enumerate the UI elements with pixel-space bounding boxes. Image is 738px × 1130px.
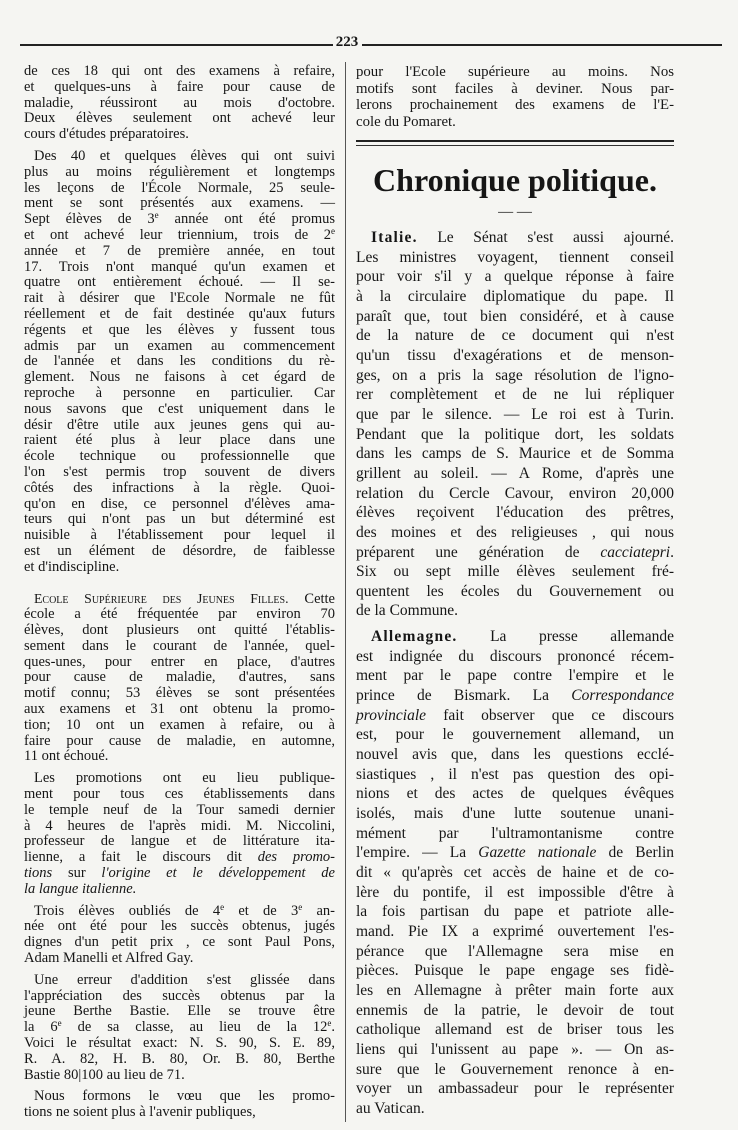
text-run: Cette (288, 590, 335, 607)
text-line (356, 686, 674, 706)
text-line: pour voir s'il y a quelque réponse à faire (356, 268, 674, 286)
text-line: mand. Pie IX a exprimé ouvertement l'es- (356, 922, 674, 940)
text-line: Bastie 80|100 au lieu de 71. (24, 1066, 185, 1083)
text-line: née ont été pour les succès obtenus, jugés (24, 918, 335, 935)
text-run: fait observer que ce discours (426, 706, 674, 724)
page-number: 223 (335, 34, 359, 50)
section-double-rule-top (356, 140, 674, 142)
text-line: qu'un tissu d'exagérations et de menson- (356, 346, 674, 364)
text-line: sement dans le courant de l'année, quel- (24, 637, 335, 654)
text-line: des moines et des religieuses , qui nous (356, 523, 674, 541)
text-line: l'on s'est permis trop souvent de divers (24, 463, 335, 480)
paragraph (24, 64, 335, 143)
text-run: préparent une génération de (356, 543, 601, 561)
text-line: à la circulaire diplomatique du pape. Il (356, 287, 674, 305)
text-line: la fois partisan du pape et patriote alle- (356, 903, 674, 921)
text-run: tions (24, 865, 53, 882)
text-line: reproche à personne en particulier. Car (24, 384, 335, 401)
text-line: catholique allemand est de briser tous les (356, 1021, 674, 1039)
text-line: nouvel avis que, dans les questions ecclé- (356, 746, 674, 764)
text-line: admis par un examen au commencement (24, 337, 335, 354)
text-line: glement. Nous ne faisons à cet égard de (24, 369, 335, 386)
text-line: que par le silence. — Le roi est à Turin. (356, 405, 674, 423)
text-line: réellement et de fait destinée qu'aux futurs (24, 305, 335, 322)
text-line: est indignée du discours prononcé récem- (356, 647, 674, 665)
text-line: régents et que les élèves y fussent tous (24, 321, 335, 338)
text-line: qu'on en dise, ce personnel d'élèves ama- (24, 495, 335, 512)
paragraph (356, 64, 674, 131)
text-line: Une erreur d'addition s'est glissée dans (34, 971, 335, 988)
header-rule-left (20, 44, 333, 46)
text-run: provinciale (356, 706, 427, 724)
text-line: lère du pontife, il est impossible d'être à (356, 883, 674, 901)
text-line (356, 843, 674, 863)
text-line: paraît que, tout bien considéré, et à cause (356, 307, 674, 325)
text-line: sure que le Gouvernement renonce à en- (356, 1060, 674, 1078)
text-line: de ces 18 qui ont des examens à refaire, (24, 63, 335, 79)
text-line: côtés des infractions à la règle. Quoi- (24, 479, 335, 496)
text-line: dit « qu'après cet accès de haine et de co- (356, 864, 674, 881)
text-line: faire pour cause de maladie, en automne, (24, 732, 335, 749)
section-lead-word: Allemagne. (371, 628, 458, 646)
text-line: année et 7 de première année, en tout (24, 242, 335, 259)
text-line: isolés, mais d'une lutte soutenue unani- (356, 805, 674, 823)
text-line: tion; 10 ont un examen à refaire, ou à (24, 716, 335, 733)
paragraph (24, 973, 335, 1084)
text-line: pour l'Ecole supérieure au moins. Nos (356, 64, 674, 80)
text-line: maladie, réussiront au mois d'octobre. (24, 94, 335, 111)
text-line: raient été plus à leur place dans une (24, 432, 335, 449)
text-run: . (670, 543, 674, 561)
text-line: pérance que l'Allemagne sera mise en (356, 942, 674, 960)
text-line: l'appréciation des succès obtenus par la (24, 987, 335, 1004)
text-line (356, 228, 674, 248)
text-line: à 4 heures de l'après midi. M. Niccolini, (24, 817, 335, 834)
text-line: jeune Berthe Bastie. Elle se trouve être (24, 1003, 335, 1020)
text-line: élèves, dont plusieurs ont quitté l'établis- (24, 622, 335, 639)
text-line: Nous formons le vœu que les promo- (34, 1088, 335, 1105)
text-line (356, 627, 674, 647)
text-line: de l'année et dans les conditions du rè- (24, 353, 335, 370)
text-line: et quelques-uns à faire pour cause de (24, 78, 335, 95)
text-line: nuisible à l'établissement pour lequel il (24, 527, 335, 544)
text-line: est un élément de désordre, de faiblesse (24, 542, 335, 559)
text-line: motifs sont faciles à deviner. Nous par- (356, 80, 674, 97)
column-divider (345, 62, 346, 1122)
text-line: ges, on a pris la sage résolution de l'igno- (356, 366, 674, 384)
section-lead-word: Italie. (371, 229, 418, 246)
text-run: Trois élèves oubliés de 4 (34, 902, 221, 919)
text-run: La presse allemande (457, 628, 674, 646)
text-run: des promo- (257, 849, 336, 866)
text-run: . (331, 1019, 335, 1036)
text-line: le temple neuf de la Tour samedi dernier (24, 801, 335, 818)
text-line (24, 228, 335, 244)
text-line: nous savons que c'est uniquement dans le (24, 400, 335, 417)
text-line: lerons prochainement des examens de l'E- (356, 97, 674, 114)
text-line: quentent les écoles du Gouvernement ou (356, 582, 674, 600)
text-line: Les ministres voyagent, tiennent conseil (356, 248, 674, 266)
text-line (24, 901, 335, 920)
text-line: les en Allemagne à prêter main forte aux (356, 981, 674, 999)
superscript-text: e (57, 1018, 62, 1029)
text-line: pour cause de maladie, d'autres, sans (24, 669, 335, 686)
text-line (24, 866, 335, 882)
paragraph (24, 771, 335, 897)
text-line: ment pour tous ces établissements dans (24, 786, 335, 803)
text-run: Gazette nationale (478, 844, 597, 862)
text-line: motif connu; 53 élèves se sont présentées (24, 685, 335, 702)
text-line: au Vatican. (356, 1099, 425, 1117)
right-column-articles (356, 228, 674, 1119)
superscript-text: e (220, 901, 225, 912)
superscript-text: e (327, 1018, 332, 1029)
text-line (24, 591, 335, 608)
text-line: Des 40 et quelques élèves qui ont suivi (34, 147, 335, 164)
text-line: siastiques , il n'est pas question des opi- (356, 765, 674, 783)
text-line (24, 882, 335, 898)
right-column-continuation (356, 64, 674, 131)
text-run: année ont été promus (158, 211, 335, 228)
text-line: cole du Pomaret. (356, 114, 456, 131)
text-line: Adam Manelli et Alfred Gay. (24, 950, 194, 967)
text-line: dignes d'un petit prix , ce sont Paul Pons, (24, 934, 335, 951)
paragraph (24, 901, 335, 967)
text-line: Pendant que la politique dort, les soldats (356, 425, 674, 443)
text-line: dans les camps de S. Maurice et de Somma (356, 445, 674, 463)
paragraph (24, 591, 335, 766)
text-line: ques-unes, pour entrer en place, d'autres (24, 653, 335, 670)
text-line: ment se sont présentés aux examens. — (24, 195, 335, 212)
paragraph (24, 149, 335, 576)
text-run: lienne, a fait le discours dit (24, 849, 258, 866)
text-line: quatre ont entièrement échoué. — Il se- (24, 274, 335, 291)
text-run: Ecole Supérieure des Jeunes Filles. (34, 590, 289, 606)
section-separator: — — (498, 204, 532, 220)
text-line: Deux élèves seulement ont achevé leur (24, 110, 335, 127)
text-run: et ont achevé leur triennium, trois de 2 (24, 226, 331, 243)
text-line: école technique ou professionnelle que (24, 448, 335, 465)
text-line (356, 543, 674, 563)
text-line: et d'indiscipline. (24, 558, 120, 575)
text-line: grillent au soleil. — A Rome, d'après une (356, 464, 674, 482)
text-line: R. A. 82, H. B. 80, Or. B. 80, Berthe (24, 1050, 335, 1067)
text-line: est, pour le gouvernement allemand, un (356, 726, 674, 744)
text-run: l'empire. — La (356, 844, 479, 862)
text-line: teurs qui n'ont pas un but déterminé est (24, 511, 335, 528)
section-double-rule-bottom (356, 145, 674, 146)
text-run: l'origine et le développement de (101, 865, 335, 882)
text-line: cours d'études préparatoires. (24, 126, 189, 143)
text-run: cacciatepri (600, 543, 671, 561)
text-run: an- (302, 902, 335, 919)
text-line: pièces. Puisque le pape engage ses fidè- (356, 962, 674, 980)
text-line (24, 1020, 335, 1036)
text-line: de la nature de ce document qui n'est (356, 327, 674, 345)
paragraph (24, 1089, 335, 1121)
text-line: 17. Trois n'ont manqué qu'un examen et (24, 258, 335, 275)
text-line: rait à désirer que l'Ecole Normale ne fût (24, 290, 335, 307)
text-line: de la Commune. (356, 602, 459, 620)
section-heading: Chronique politique. (373, 162, 657, 198)
text-run: Le Sénat s'est aussi ajourné. (417, 229, 674, 246)
text-run: la 6 (24, 1019, 58, 1036)
text-line: Voici le résultat exact: N. S. 90, S. E. 89, (24, 1035, 335, 1052)
text-line: école a été fréquentée par environ 70 (24, 606, 335, 623)
left-column (24, 64, 335, 1121)
text-line: élèves reçoivent l'éducation des prêtres, (356, 504, 674, 522)
text-line: professeur de langue et de littérature ita- (24, 833, 335, 850)
paragraph (356, 627, 674, 1118)
header-rule-right (362, 44, 722, 46)
text-line: les leçons de l'École Normale, 25 seule- (24, 179, 335, 196)
text-line: mément par l'ultramontanisme contre (356, 824, 674, 842)
text-line (24, 850, 335, 866)
text-run: Sept élèves de 3 (24, 211, 155, 228)
text-line: relation du Cercle Cavour, environ 20,000 (356, 484, 674, 502)
text-line: nions et des actes de quelques évêques (356, 785, 674, 803)
text-line: Six ou sept mille élèves seulement fré- (356, 563, 674, 581)
superscript-text: e (154, 210, 159, 221)
text-line: aux examens et 31 ont obtenu la promo- (24, 701, 335, 718)
text-run: la langue italienne. (24, 880, 137, 897)
text-line: désir d'être utile aux jeunes gens qui au- (24, 416, 335, 433)
superscript-text: e (298, 901, 303, 912)
text-line: rer complètement et de ne lui répliquer (356, 386, 674, 404)
text-run: et de 3 (224, 902, 299, 919)
text-line: tions ne soient plus à l'avenir publiques, (24, 1104, 256, 1121)
text-line: 11 ont échoué. (24, 748, 109, 765)
superscript-text: e (331, 226, 335, 237)
text-line: ment par le pape contre l'empire et le (356, 667, 674, 685)
text-line: plus au moins régulièrement et longtemps (24, 163, 335, 180)
text-line: liens qui l'unissent au pape ». — On as- (356, 1040, 674, 1058)
text-line (356, 706, 674, 726)
text-run: sur (52, 865, 102, 882)
text-line: Les promotions ont eu lieu publique- (34, 770, 335, 787)
text-line (24, 212, 335, 228)
text-run: de sa classe, au lieu de la 12 (61, 1019, 328, 1036)
text-run: prince de Bismark. La (356, 687, 572, 705)
text-run: Correspondance (571, 687, 674, 705)
paragraph (356, 228, 674, 621)
text-line: voyer un ambassadeur pour le représenter (356, 1080, 674, 1098)
text-run: de Berlin (596, 844, 675, 862)
text-line: ennemis de la patrie, le devoir de tout (356, 1001, 674, 1019)
